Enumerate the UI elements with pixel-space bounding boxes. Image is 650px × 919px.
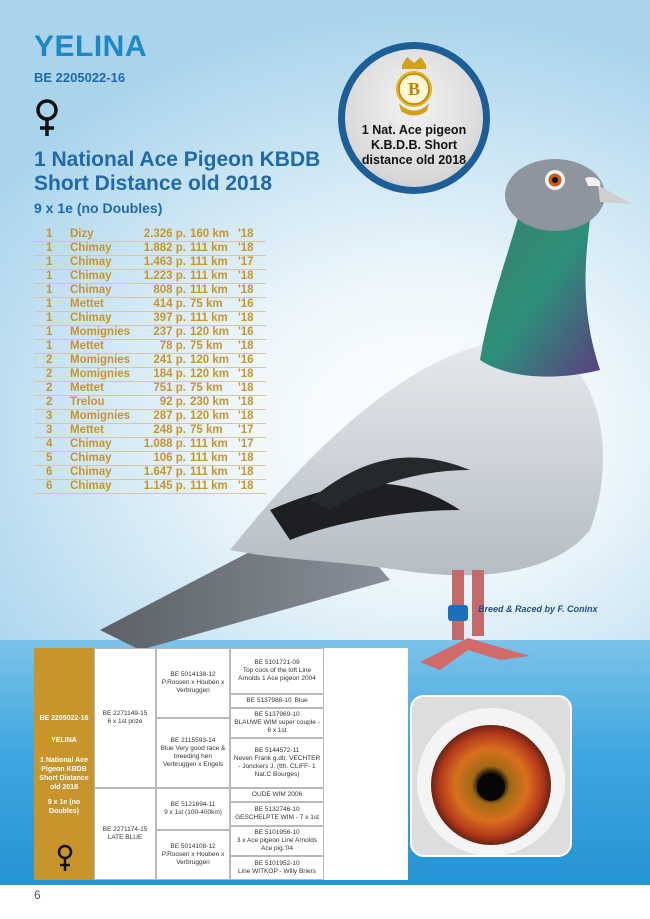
gen2-note: 9 x 1st (100-400km) [164,809,222,816]
result-year: '18 [238,480,254,492]
subject-name: YELINA [51,737,77,744]
ace-pigeon-badge [338,42,490,194]
result-town: Chimay [70,438,112,450]
result-distance: 111 km [190,466,228,478]
result-year: '17 [238,424,254,436]
pedigree-gen3 [230,648,324,694]
result-distance: 111 km [190,270,228,282]
result-town: Mettet [70,424,104,436]
result-pigeons: 92 p. [159,396,186,408]
gen3-ring: BE 5144572-11 [254,747,300,754]
result-year: '18 [238,396,254,408]
pedigree-chart [34,648,408,880]
breeder-credit: Breed & Raced by F. Coninx [478,604,598,614]
result-pigeons: 1.223 p. [143,270,186,282]
gen3-ring: BE 5137988-10 [246,697,292,704]
result-town: Dizy [70,228,94,240]
gen3-ring: BE 5132746-10 [254,806,300,813]
pedigree-gen3 [230,826,324,856]
result-pigeons: 2.326 p. [143,228,186,240]
result-pigeons: 184 p. [153,368,186,380]
result-year: '17 [238,256,254,268]
result-year: '16 [238,326,254,338]
gen3-ring: BE 5101952-10 [254,860,300,867]
result-distance: 160 km [190,228,230,240]
result-town: Chimay [70,466,112,478]
result-pigeons: 1.882 p. [143,242,186,254]
result-year: '18 [238,382,254,394]
result-year: '16 [238,298,254,310]
result-distance: 120 km [190,410,230,422]
result-year: '18 [238,284,254,296]
result-distance: 75 km [190,340,223,352]
pigeon-illustration [80,150,650,700]
eye-closeup [410,695,572,857]
result-place: 3 [46,410,53,422]
gen3-note: Line WITKOP - Willy Briers [238,868,316,875]
female-symbol-icon [56,844,74,872]
gen3-note: Blue [294,697,308,704]
gen3-ring: BE 5101721-09 [254,659,300,666]
result-distance: 111 km [190,438,228,450]
badge-text: 1 Nat. Ace pigeon K.B.D.B. Short distance old 2018 [361,123,467,167]
gen3-ring: BE 5101956-10 [254,829,300,836]
result-town: Chimay [70,242,112,254]
dam-ring: BE 2271174-15 [102,826,148,833]
result-place: 2 [46,396,53,408]
result-town: Momignies [70,368,131,380]
kbdb-logo [389,53,439,119]
female-symbol-icon [34,98,60,138]
gen3-ring: BE 5137969-10 [254,711,300,718]
result-town: Mettet [70,340,104,352]
result-year: '18 [238,228,254,240]
result-pigeons: 106 p. [153,452,186,464]
pedigree-gen3 [230,708,324,738]
result-town: Momignies [70,410,131,422]
result-year: '18 [238,242,254,254]
result-pigeons: 751 p. [153,382,186,394]
result-year: '18 [238,340,254,352]
result-pigeons: 287 p. [153,410,186,422]
result-year: '18 [238,410,254,422]
result-place: 1 [46,326,53,338]
result-distance: 75 km [190,298,223,310]
result-pigeons: 1.647 p. [143,466,186,478]
sire-ring: BE 2271149-15 [102,710,148,717]
gen3-ring: OUDE WIM 2006 [251,791,303,798]
result-distance: 230 km [190,396,230,408]
result-place: 1 [46,256,53,268]
result-distance: 111 km [190,256,228,268]
result-town: Momignies [70,326,131,338]
result-distance: 75 km [190,424,223,436]
result-town: Mettet [70,298,104,310]
pedigree-dam [94,788,156,880]
result-place: 3 [46,424,53,436]
page-number: 6 [34,888,41,902]
result-pigeons: 248 p. [153,424,186,436]
result-year: '18 [238,466,254,478]
pedigree-gen2 [156,788,230,830]
pedigree-gen3 [230,694,324,708]
result-pigeons: 414 p. [153,298,186,310]
gen3-note: Neven Frank g.dtr. VECHTER - Jonckers J. (tth. CLIFF- 1 Nat.C Bourges) [233,755,321,778]
result-pigeons: 808 p. [153,284,186,296]
result-year: '17 [238,438,254,450]
result-distance: 111 km [190,480,228,492]
gen3-note: Top cock of the loft Line Arnolds 1 Ace pigeon 2004 [238,667,316,682]
pedigree-gen3 [230,802,324,826]
result-distance: 111 km [190,284,228,296]
gen2-ring: BE 5121694-11 [170,801,216,808]
result-pigeons: 237 p. [153,326,186,338]
result-distance: 111 km [190,242,228,254]
result-place: 1 [46,340,53,352]
result-place: 6 [46,466,53,478]
result-town: Chimay [70,284,112,296]
result-place: 5 [46,452,53,464]
ring-number: BE 2205022-16 [34,70,126,85]
result-pigeons: 241 p. [153,354,186,366]
subject-ring: BE 2205022-16 [39,715,89,722]
gen3-note: GESCHELPTE WIM - 7 x 1st [235,814,319,821]
result-distance: 120 km [190,368,230,380]
result-town: Chimay [70,480,112,492]
result-town: Mettet [70,382,104,394]
result-distance: 75 km [190,382,223,394]
result-year: '18 [238,452,254,464]
result-town: Chimay [70,270,112,282]
result-pigeons: 78 p. [159,340,186,352]
gen3-note: 3 x Ace pigeon Line Arnolds Ace pig.'04 [236,837,318,852]
subject-wins: 9 x 1e (no Doubles) [47,799,81,815]
pedigree-gen2 [156,648,230,718]
title-line-1: 1 National Ace Pigeon KBDB [34,148,321,171]
title-line-2: Short Distance old 2018 [34,172,273,195]
result-town: Chimay [70,452,112,464]
result-place: 1 [46,228,53,240]
result-town: Momignies [70,354,131,366]
result-year: '18 [238,368,254,380]
kbdb-logo-letter: B [407,79,421,99]
gen2-ring: BE 5014108-12 [170,843,216,850]
result-town: Chimay [70,256,112,268]
subject-achievement: 1 National Ace Pigeon KBDB Short Distance old 2018 [39,757,89,791]
result-place: 1 [46,242,53,254]
pedigree-gen3 [230,788,324,802]
result-distance: 120 km [190,326,230,338]
gen2-note: Blue Very good race & breeding hen Verbruggen x Engels [160,745,226,768]
result-year: '18 [238,312,254,324]
result-pigeons: 1.088 p. [143,438,186,450]
gen2-ring: BE 2115593-14 [170,737,216,744]
pedigree-sire [94,648,156,788]
subtitle: 9 x 1e (no Doubles) [34,200,163,216]
result-year: '18 [238,270,254,282]
result-place: 6 [46,480,53,492]
gen2-ring: BE 5014138-12 [170,671,216,678]
result-pigeons: 1.463 p. [143,256,186,268]
result-town: Chimay [70,312,112,324]
result-pigeons: 1.145 p. [143,480,186,492]
result-distance: 120 km [190,354,230,366]
gen2-note: P.Roosen x Houben x Verbruggen [161,851,225,866]
result-distance: 111 km [190,312,228,324]
result-place: 2 [46,368,53,380]
pedigree-gen2 [156,830,230,880]
pedigree-gen3 [230,856,324,880]
result-place: 1 [46,270,53,282]
result-place: 1 [46,312,53,324]
result-pigeons: 397 p. [153,312,186,324]
result-place: 2 [46,354,53,366]
result-year: '16 [238,354,254,366]
result-place: 1 [46,284,53,296]
pedigree-subject [34,648,94,880]
pedigree-gen2 [156,718,230,788]
dam-note: LATE BLUE [107,834,143,841]
result-place: 2 [46,382,53,394]
result-distance: 111 km [190,452,228,464]
result-town: Trelou [70,396,105,408]
sire-note: 6 x 1st prize [107,718,143,725]
result-place: 4 [46,438,53,450]
pigeon-name: YELINA [34,30,148,63]
pedigree-gen3 [230,738,324,788]
gen2-note: P.Roosen x Houben x Verbruggen [161,679,225,694]
gen3-note: BLAUWE WIM super couple - 6 x 1st [234,719,320,734]
footer-strip [0,885,650,919]
result-place: 1 [46,298,53,310]
